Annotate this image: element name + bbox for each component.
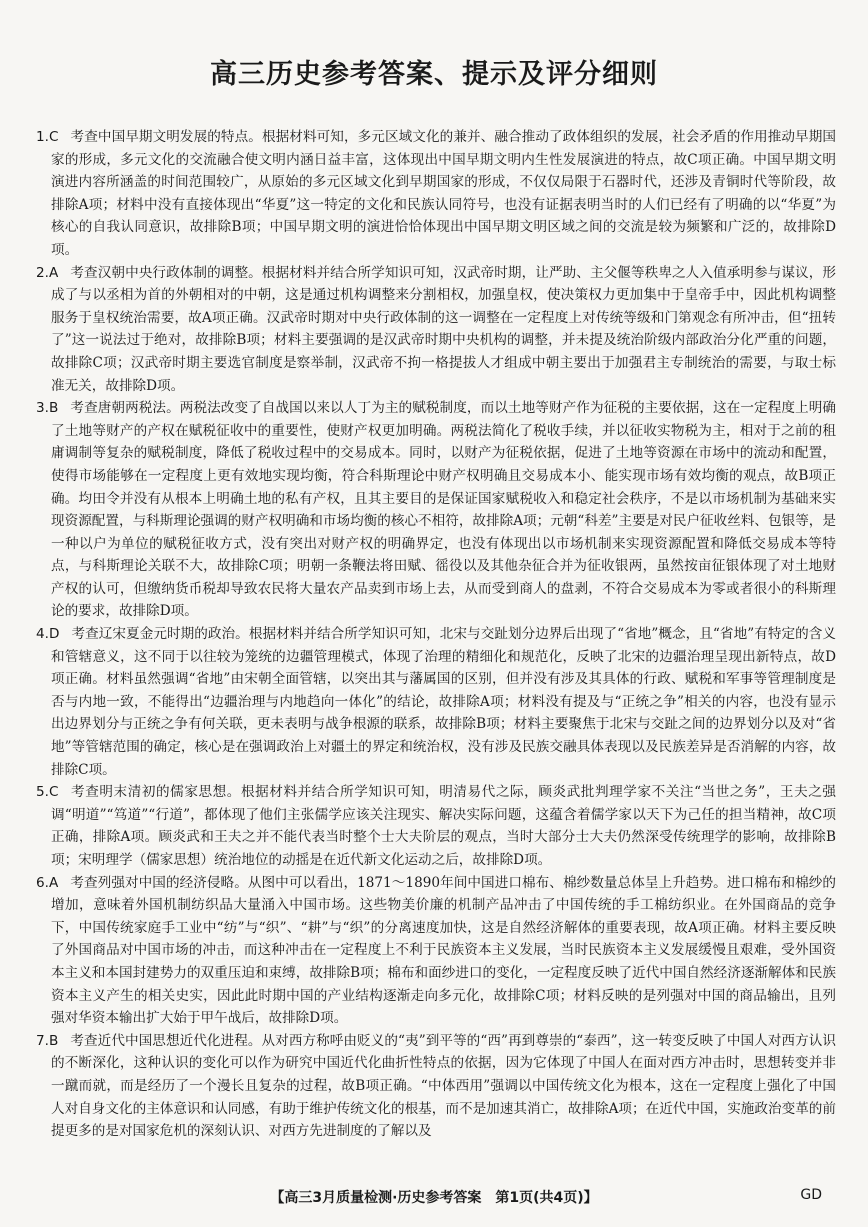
item-text: 考查辽宋夏金元时期的政治。根据材料并结合所学知识可知，北宋与交趾划分边界后出现了“省地”概念，且“省地”有特定的含义和管辖意义，这不同于以往较为笼统的边疆管理模式，体现了治理的精细化和规范化，反映了北宋的边疆治理呈现出新特点，故D项正确。材料虽然强调“省地”由宋朝全面管辖，以突出其与藩属国的区别，但并没有涉及其具体的行政、赋税和军事等管理制度是否与内地一致，不能得出“边疆治理与内地趋向一体化”的结论，故排除A项；材料没有提及与“正统之争”相关的内容，也没有显示出边界划分与正统之争有何关联，更未表明与战争根源的联系，故排除B项；材料主要聚焦于北宋与交趾之间的边界划分以及对“省地”等管辖范围的确定，核心是在强调政治上对疆土的界定和统治权，没有涉及民族交融具体表现以及民族差异是否消解的内容，故排除C项。 xyxy=(51,626,836,778)
footer-code: GD xyxy=(800,1187,822,1203)
item-text: 考查唐朝两税法。两税法改变了自战国以来以人丁为主的赋税制度，而以土地等财产作为征税的主要依据，这在一定程度上明确了土地等财产的产权在赋税征收中的重要性，使财产权更加明确。两税法简化了税收手续，并以征收实物税为主，相对于之前的租庸调制等复杂的赋税制度，降低了税收过程中的交易成本。同时，以财产为征税依据，促进了土地等资源在市场中的流动和配置，使得市场能够在一定程度上更有效地实现均衡，符合科斯理论中财产权明确且交易成本小、能实现市场有效均衡的观点，故B项正确。均田令并没有从根本上明确土地的私有产权，且其主要目的是保证国家赋税收入和稳定社会秩序，不是以市场机制为基础来实现资源配置，与科斯理论强调的财产权明确和市场均衡的核心不相符，故排除A项；元朝“科差”主要是对民户征收丝料、包银等，是一种以户为单位的赋税征收方式，没有突出对财产权的明确界定，也没有体现出以市场机制来实现资源配置和降低交易成本等特点，与科斯理论关联不大，故排除C项；明朝一条鞭法将田赋、徭役以及其他杂征合并为征收银两，虽然按亩征银体现了对土地财产权的认可，但缴纳货币税却导致农民将大量农产品卖到市场上去，从而受到商人的盘剥，不符合交易成本为零或者很小的科斯理论的要求，故排除D项。 xyxy=(51,400,836,620)
page-title: 高三历史参考答案、提示及评分细则 xyxy=(210,59,658,90)
answer-item-1 xyxy=(36,126,836,262)
item-answer: C xyxy=(48,129,59,145)
item-text: 考查列强对中国的经济侵略。从图中可以看出，1871～1890年间中国进口棉布、棉纱数量总体呈上升趋势。进口棉布和棉纱的增加，意味着外国机制纺织品大量涌入中国市场。这些物美价廉的机制产品冲击了中国传统的手工棉纺织业。在外国商品的竞争下，中国传统家庭手工业中“纺”与“织”、“耕”与“织”的分离速度加快，这是自然经济解体的重要表现，故A项正确。材料主要反映了外国商品对中国市场的冲击，而这种冲击在一定程度上不利于民族资本主义发展，当时民族资本主义发展缓慢且艰难，受外国资本主义和本国封建势力的双重压迫和束缚，故排除B项；棉布和面纱进口的变化，一定程度反映了近代中国自然经济逐渐解体和民族资本主义产生的相关史实，因此此时期中国的产业结构逐渐走向多元化，故排除C项；材料反映的是列强对中国的商品输出，且列强对华资本输出扩大始于甲午战后，故排除D项。 xyxy=(51,874,836,1027)
item-text: 考查中国早期文明发展的特点。根据材料可知，多元区域文化的兼并、融合推动了政体组织的发展，社会矛盾的作用推动早期国家的形成，多元文化的交流融合使文明内涵日益丰富，这体现出中国早期文明内生性发展演进的特点，故C项正确。中国早期文明演进内容所涵盖的时间范围较广，从原始的多元区域文化到早期国家的形成，不仅仅局限于石器时代，还涉及青铜时代等阶段，故排除A项；材料中没有直接体现出“华夏”这一特定的文化和民族认同符号，也没有证据表明当时的人们已经有了明确的以“华夏”为核心的自我认同意识，故排除B项；中国早期文明的演进恰恰体现出中国早期文明区域之间的交流是较为频繁和广泛的，故排除D项。 xyxy=(51,129,836,258)
answer-item-2 xyxy=(36,262,836,398)
item-answer: B xyxy=(48,1032,59,1049)
item-number: 3. xyxy=(36,400,49,417)
answer-item-5 xyxy=(36,781,836,871)
page-footer: 【高三3月质量检测·历史参考答案 第1页(共4页)】 xyxy=(270,1190,598,1206)
item-answer: A xyxy=(48,264,59,281)
item-number: 5. xyxy=(36,784,49,801)
item-number: 4. xyxy=(36,626,49,643)
item-number: 1. xyxy=(36,129,49,145)
answer-item-4 xyxy=(36,623,836,781)
item-text: 考查汉朝中央行政体制的调整。根据材料并结合所学知识可知，汉武帝时期，让严助、主父偃等秩卑之人入值承明参与谋议，形成了与以丞相为首的外朝相对的中朝，这是通过机构调整来分割相权，加强皇权，使决策权力更加集中于皇帝手中，因此机构调整服务于皇权统治需要，故A项正确。汉武帝时期对中央行政体制的这一调整在一定程度上对传统等级和门第观念有所冲击，但“扭转了”这一说法过于绝对，故排除B项；材料主要强调的是汉武帝时期中央机构的调整，并未提及统治阶级内部政治分化严重的问题，故排除C项；汉武帝时期主要选官制度是察举制，汉武帝不拘一格提拔人才组成中朝主要出于加强君主专制统治的需要，与取士标准无关，故排除D项。 xyxy=(51,264,836,394)
item-number: 6. xyxy=(36,874,49,891)
item-number: 2. xyxy=(36,264,49,281)
item-answer: B xyxy=(48,400,59,417)
item-answer: D xyxy=(48,626,60,643)
item-answer: A xyxy=(48,874,59,891)
answer-item-7 xyxy=(36,1030,836,1143)
answer-list xyxy=(36,126,836,1143)
item-answer: C xyxy=(48,784,59,801)
answer-item-6 xyxy=(36,872,836,1030)
item-number: 7. xyxy=(36,1032,49,1049)
item-text: 考查明末清初的儒家思想。根据材料并结合所学知识可知，明清易代之际，顾炎武批判理学家不关注“当世之务”，王夫之强调“明道”“笃道”“行道”，都体现了他们主张儒学应该关注现实、解决实际问题，这蕴含着儒学家以天下为己任的担当精神，故C项正确，排除A项。顾炎武和王夫之并不能代表当时整个士大夫阶层的观点，当时大部分士大夫仍然深受传统理学的影响，故排除B项；宋明理学（儒家思想）统治地位的动摇是在近代新文化运动之后，故排除D项。 xyxy=(51,784,836,868)
item-text: 考查近代中国思想近代化进程。从对西方称呼由贬义的“夷”到平等的“西”再到尊崇的“泰西”，这一转变反映了中国人对西方认识的不断深化，这种认识的变化可以作为研究中国近代化曲折性特点的依据，因为它体现了中国人在面对西方冲击时，思想转变并非一蹴而就，而是经历了一个漫长且复杂的过程，故B项正确。“中体西用”强调以中国传统文化为根本，这在一定程度上强化了中国人对自身文化的主体意识和认同感，有助于维护传统文化的根基，而不是加速其消亡，故排除A项；在近代中国，实施政治变革的前提更多的是对国家危机的深刻认识、对西方先进制度的了解以及 xyxy=(51,1032,836,1140)
answer-item-3 xyxy=(36,397,836,623)
